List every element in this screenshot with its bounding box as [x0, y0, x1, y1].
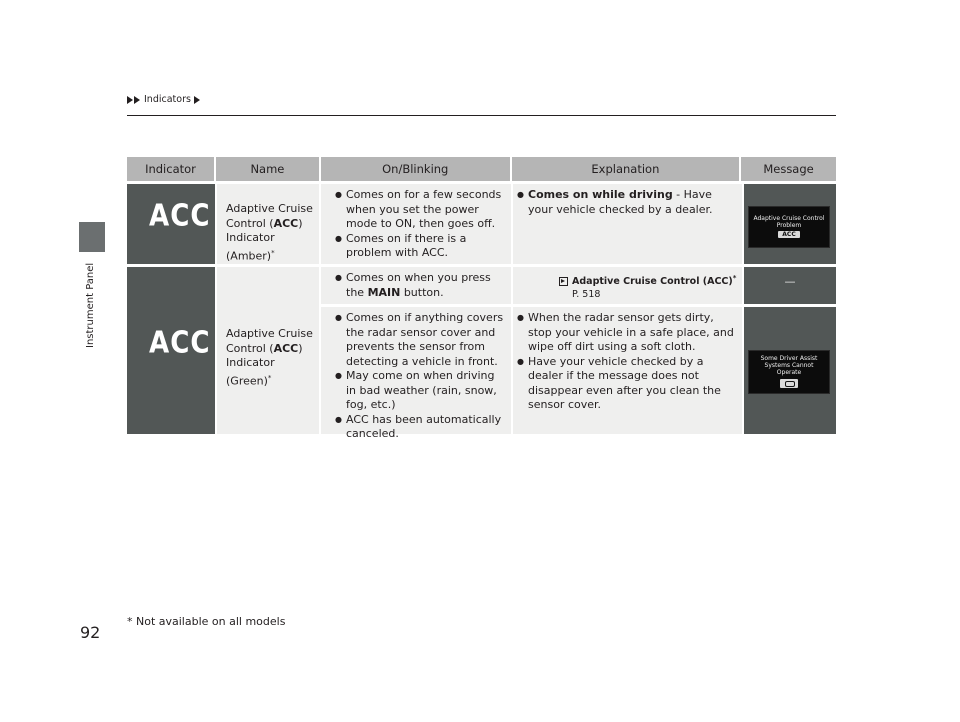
explanation-cell: [513, 184, 742, 264]
footnote: * Not available on all models: [127, 615, 286, 628]
breadcrumb: [127, 94, 201, 105]
list-item: ● Comes on while driving - Have your vehicle checked by a dealer.: [517, 188, 736, 217]
header-name: Name: [216, 157, 321, 181]
list-item: ● Comes on when you press the MAIN button.: [335, 271, 507, 300]
section-label: Instrument Panel: [85, 262, 96, 348]
header-rule: [127, 115, 836, 116]
message-cell: [744, 184, 836, 264]
breadcrumb-arrow-icon: [127, 96, 133, 104]
on-blinking-cell: [321, 184, 511, 264]
name-text: Indicator (Green)*: [226, 356, 275, 388]
breadcrumb-item[interactable]: Indicators: [144, 94, 191, 105]
breadcrumb-arrow-icon: [194, 96, 200, 104]
message-text: Adaptive Cruise Control: [753, 215, 825, 222]
cross-reference-link[interactable]: Adaptive Cruise Control (ACC)*: [559, 272, 738, 288]
header-indicator: Indicator: [127, 157, 216, 181]
reference-arrow-icon: [559, 277, 568, 286]
list-item: ● ACC has been automatically canceled.: [335, 413, 507, 442]
explanation-cell: [513, 307, 742, 434]
reference-page[interactable]: P. 518: [572, 289, 601, 301]
acc-badge-icon: ACC: [778, 231, 799, 238]
indicator-cell-green: [127, 267, 215, 434]
list-item: ● Comes on if anything covers the radar sensor cover and prevents the sensor from detecting a vehicle in front.: [335, 311, 507, 369]
list-item: ● May come on when driving in bad weather (rain, snow, fog, etc.): [335, 369, 507, 413]
list-item: ● Comes on if there is a problem with ACC.: [335, 232, 507, 261]
name-text: Adaptive Cruise: [226, 202, 313, 215]
name-cell: [217, 267, 319, 434]
list-item: ● Have your vehicle checked by a dealer if the message does not disappear even after you clean the sensor cover.: [517, 355, 736, 413]
name-text: Control (ACC): [226, 216, 303, 230]
header-message: Message: [763, 162, 814, 176]
indicator-cell-amber: [127, 184, 215, 264]
on-blinking-cell: [321, 307, 511, 440]
indicator-table: [127, 157, 836, 181]
message-text: Problem: [776, 222, 802, 229]
acc-green-icon: ACC: [149, 324, 211, 360]
table-header: [127, 157, 836, 181]
name-text: Indicator (Amber)*: [226, 231, 275, 263]
message-text: Systems Cannot: [764, 362, 814, 369]
message-text: Operate: [776, 369, 802, 376]
list-item: ● Comes on for a few seconds when you set the power mode to ON, then goes off.: [335, 188, 507, 232]
breadcrumb-arrow-icon: [134, 96, 140, 104]
header-explanation: Explanation: [512, 157, 741, 181]
header-on-blinking: On/Blinking: [321, 157, 512, 181]
message-screen: [748, 350, 830, 394]
section-tab[interactable]: [79, 222, 105, 252]
message-screen: [748, 206, 830, 248]
acc-amber-icon: ACC: [149, 197, 211, 233]
message-text: Some Driver Assist: [760, 355, 818, 362]
name-text: Adaptive Cruise: [226, 327, 313, 340]
on-blinking-cell: [321, 267, 511, 304]
radar-warning-icon: [780, 379, 798, 388]
page-number: 92: [80, 623, 101, 642]
name-cell: [217, 184, 319, 264]
name-text: Control (ACC): [226, 341, 303, 355]
list-item: ● When the radar sensor gets dirty, stop your vehicle in a safe place, and wipe off dirt using a soft cloth.: [517, 311, 736, 355]
message-cell: —: [744, 267, 836, 304]
message-cell: [744, 307, 836, 434]
explanation-cell: [513, 267, 742, 304]
